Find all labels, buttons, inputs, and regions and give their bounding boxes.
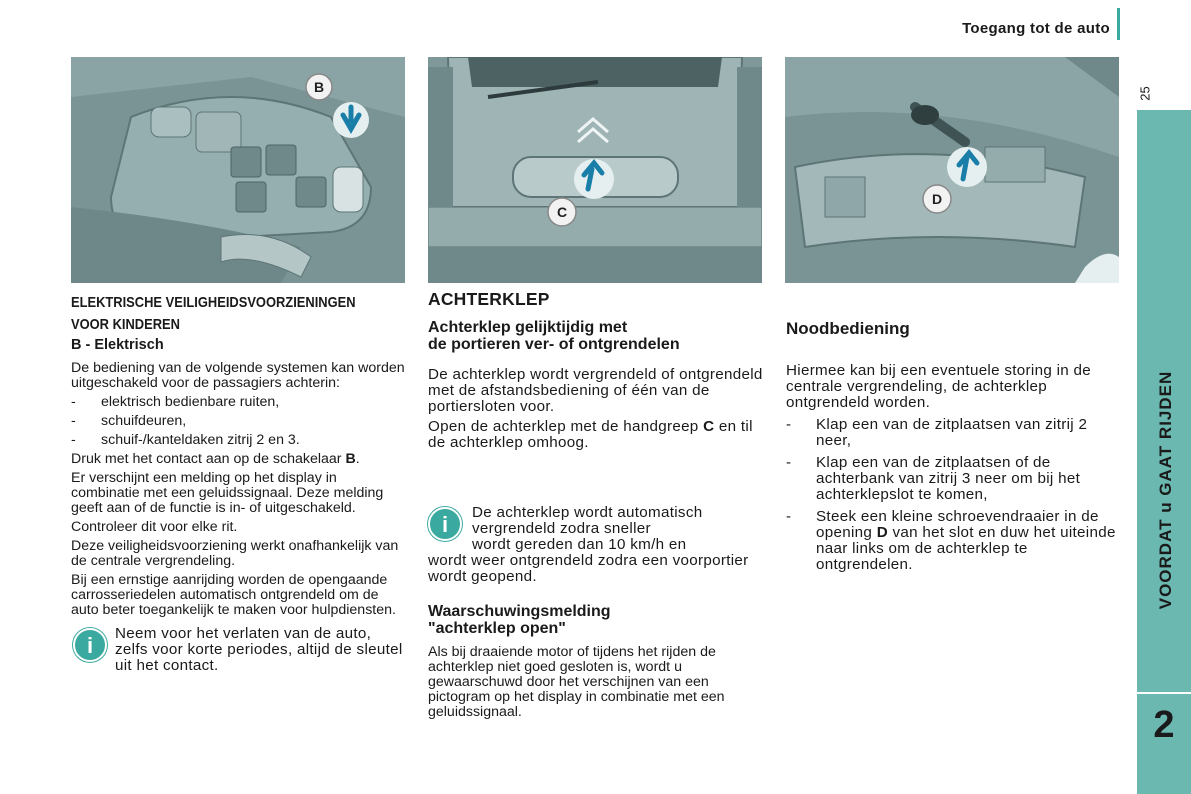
page-number: 25 — [1137, 86, 1153, 101]
info-speed-line1: De achterklep wordt automatisch — [472, 504, 703, 521]
paragraph-warning: Als bij draaiende motor of tijdens het rijden de achterklep niet goed gesloten is, wordt u gewaarschuwd door het verschijnen van een pictogram op het display in combinatie met een geluidssignaal. — [428, 644, 725, 720]
chapter-number: 2 — [1153, 704, 1175, 746]
callout-label-d: D — [931, 191, 943, 207]
paragraph-collision: Bij een ernstige aanrijding worden de opengaande carrosseriedelen automatisch ontgrendeld om de auto beter toegankelijk te maken voor hulpdiensten. — [71, 572, 396, 618]
door-switch-illustration — [71, 57, 405, 283]
paragraph-tailgate-open: Open de achterklep met de handgreep C en til de achterklep omhoog. — [428, 418, 753, 451]
section-title: VOORDAT u GAAT RIJDEN — [1156, 370, 1175, 610]
subheading-electric: B - Elektrisch — [71, 337, 164, 353]
tailgate-illustration — [428, 57, 762, 283]
paragraph-check: Controleer dit voor elke rit. — [71, 519, 238, 535]
callout-label-c: C — [556, 204, 568, 220]
heading-child-safety-line1: ELEKTRISCHE VEILIGHEIDSVOORZIENINGEN — [71, 294, 356, 311]
heading-warning-line2: "achterklep open" — [428, 620, 566, 637]
list-item: - schuifdeuren, — [71, 413, 187, 429]
column-child-safety — [71, 292, 406, 674]
heading-emergency: Noodbediening — [786, 319, 910, 338]
paragraph-tailgate-lock: De achterklep wordt vergrendeld of ontgrendeld met de afstandsbediening of één van de portiersloten voor. — [428, 366, 763, 415]
column-emergency — [786, 320, 1121, 573]
heading-warning-line1: Waarschuwingsmelding — [428, 603, 611, 620]
header-accent-bar — [1117, 8, 1120, 40]
paragraph-display-message: Er verschijnt een melding op het display in combinatie met een geluidssignaal. Deze melding geeft aan of de functie is in- of uitgeschakeld. — [71, 470, 384, 516]
heading-tailgate: ACHTERKLEP — [428, 289, 550, 309]
paragraph-press-switch: Druk met het contact aan op de schakelaar B. — [71, 451, 360, 467]
emergency-lock-illustration — [785, 57, 1119, 283]
list-item: - elektrisch bedienbare ruiten, — [71, 394, 280, 410]
list-item: - Klap een van de zitplaatsen van zitrij 2 neer, — [786, 416, 1088, 449]
info-note-text: Neem voor het verlaten van de auto, zelfs voor korte periodes, altijd de sleutel uit het contact. — [115, 625, 403, 674]
list-item: - Klap een van de zitplaatsen of de achterbank van zitrij 3 neer om bij het achterklepslot te komen, — [786, 454, 1081, 503]
info-speed-rest: wordt weer ontgrendeld zodra een voorportier wordt geopend. — [428, 552, 749, 585]
callout-label-b: B — [313, 79, 325, 95]
subheading-tailgate-line1: Achterklep gelijktijdig met — [428, 319, 628, 336]
chapter-side-tab — [1137, 110, 1191, 794]
paragraph-intro: De bediening van de volgende systemen kan worden uitgeschakeld voor de passagiers achterin: — [71, 360, 405, 391]
info-speed-line3: wordt gereden dan 10 km/h en — [472, 536, 687, 553]
info-icon: i — [73, 628, 107, 662]
side-tab-divider — [1137, 692, 1191, 694]
info-icon: i — [428, 507, 462, 541]
list-item: - schuif-/kanteldaken zitrij 2 en 3. — [71, 432, 300, 448]
paragraph-emergency-intro: Hiermee kan bij een eventuele storing in de centrale vergrendeling, de achterklep ontgrendeld worden. — [786, 362, 1092, 411]
heading-child-safety-line2: VOOR KINDEREN — [71, 316, 180, 333]
info-note-speed — [428, 505, 768, 585]
column-tailgate — [428, 289, 768, 724]
subheading-tailgate-line2: de portieren ver- of ontgrendelen — [428, 336, 680, 353]
running-header: Toegang tot de auto — [962, 20, 1110, 37]
info-speed-line2: vergrendeld zodra sneller — [472, 520, 651, 537]
info-note-key — [71, 626, 406, 674]
list-item: - Steek een kleine schroevendraaier in de opening D van het slot en duw het uiteinde naar links om de achterklep te ontgrendelen. — [786, 508, 1116, 573]
paragraph-independent: Deze veiligheidsvoorziening werkt onafhankelijk van de centrale vergrendeling. — [71, 538, 399, 569]
